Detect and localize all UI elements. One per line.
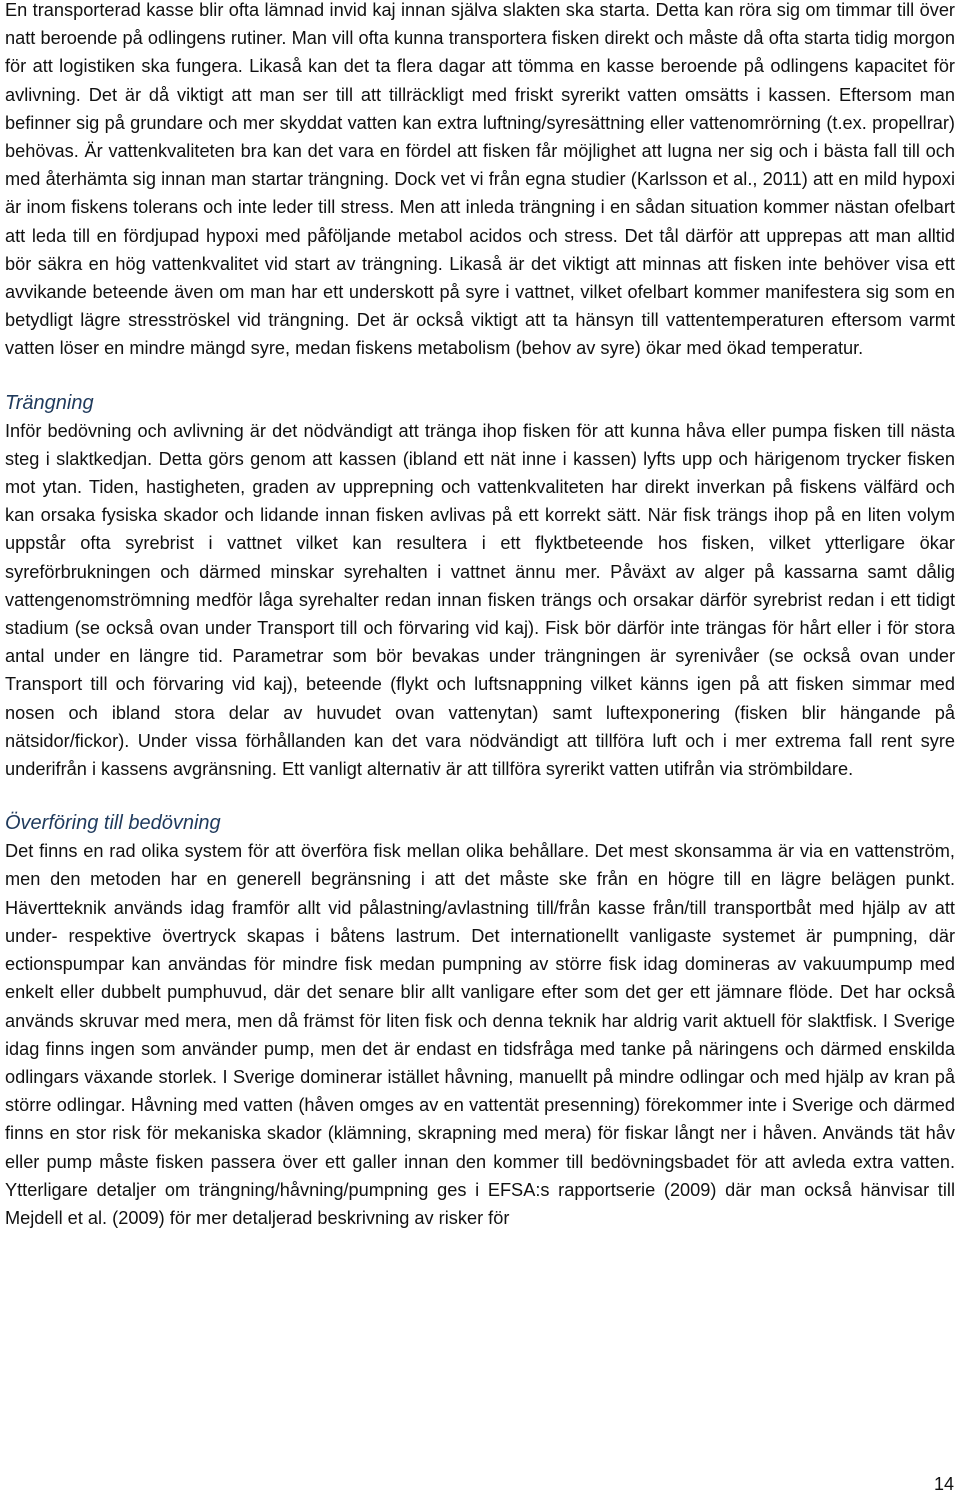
section-spacer xyxy=(5,783,955,809)
trangning-paragraph: Inför bedövning och avlivning är det nödvändigt att tränga ihop fisken för att kunna håva eller pumpa fisken till nästa steg i slaktkedjan. Detta görs genom att kassen (ibland ett nät inne i kassen) lyfts upp och härigenom trycker fisken mot ytan. Tiden, hastigheten, graden av upprepning och vattenkvaliteten har direkt inverkan på fiskens välfärd och kan orsaka fysiska skador och lidande innan fisken avlivas på ett korrekt sätt. När fisk trängs ihop på en liten volym uppstår ofta syrebrist i vattnet vilket kan resultera i ett flyktbeteende hos fisken, vilket ytterligare ökar syreförbrukningen och därmed minskar syrehalten i vattnet ännu mer. Påväxt av alger på kassarna samt dålig vattengenomströmning medför låga syrehalter redan innan fisken trängs och orsakar därför syrebrist redan i ett tidigt stadium (se också ovan under Transport till och förvaring vid kaj). Fisk bör därför inte trängas för hårt eller i för stora antal under en längre tid. Parametrar som bör bevakas under trängningen är syrenivåer (se också ovan under Transport till och förvaring vid kaj), beteende (flykt och luftsnappning vilket känns igen på att fisken simmar med nosen och ibland stora delar av huvudet ovan vattenytan) samt luftexponering (fisken blir hängande på nätsidor/fickor). Under vissa förhållanden kan det vara nödvändigt att tillföra luft och i mer extrema fall rent syre underifrån i kassens avgränsning. Ett vanligt alternativ är att tillföra syrerikt vatten utifrån via strömbildare. xyxy=(5,420,955,780)
overforing-paragraph: Det finns en rad olika system för att överföra fisk mellan olika behållare. Det mest skonsamma är via en vattenström, men den metoden har en generell begränsning i att det måste ske från en högre till en lägre belägen punkt. Hävertteknik används idag framför allt vid pålastning/avlastning till/från kasse från/till transportbåt med hjälp av att under- respektive övertryck skapas i båtens lastrum. Det internationellt vanligaste systemet är pumpning, där ectionspumpar kan användas för mindre fisk medan pumpning av större fisk idag domineras av vakuumpump med enkelt eller dubbelt pumphuvud, där det senare blir allt vanligare efter som det ger ett jämnare flöde. Det har också används skruvar med mera, men då främst för liten fisk och denna teknik har aldrig varit aktuell för slaktfisk. I Sverige idag finns ingen som använder pump, men det är endast en tidsfråga med tanke på näringens och därmed enskilda odlingars växande storlek. I Sverige dominerar istället håvning, manuellt på mindre odlingar och med hjälp av kran på större odlingar. Håvning med vatten (håven omges av en vattentät presenning) förekommer inte i Sverige och därmed finns en stor risk för mekaniska skador (klämning, skrapning med mera) för fiskar långt ner i håven. Används tät håv eller pump måste fisken passera över ett galler innan den kommer till bedövningsbadet för att avleda extra vatten. Ytterligare detaljer om trängning/håvning/pumpning ges i EFSA:s rapportserie (2009) där man också hänvisar till Mejdell et al. (2009) för mer detaljerad beskrivning av risker för xyxy=(5,841,955,1228)
intro-paragraph: En transporterad kasse blir ofta lämnad invid kaj innan själva slakten ska starta. Detta kan röra sig om timmar till över natt beroende på odlingens rutiner. Man vill ofta kunna transportera fisken direkt och måste då ofta starta tidig morgon för att logistiken ska fungera. Likaså kan det ta flera dagar att tömma en kasse beroende på odlingens kapacitet för avlivning. Det är då viktigt att man ser till att tillräckligt med friskt syrerikt vatten omsätts i kassen. Eftersom man befinner sig på grundare och mer skyddat vatten kan extra luftning/syresättning eller vattenomrörning (t.ex. propellrar) behövas. Är vattenkvaliteten bra kan det vara en fördel att fisken får möjlighet att lugna ner sig och i bästa fall till och med återhämta sig innan man startar trängning. Dock vet vi från egna studier (Karlsson et al., 2011) att en mild hypoxi är inom fiskens tolerans och inte leder till stress. Men att inleda trängning i en sådan situation kommer nästan ofelbart att leda till en fördjupad hypoxi med påföljande metabol acidos och stress. Det tål därför att upprepas att man alltid bör säkra en hög vattenkvalitet vid start av trängning. Likaså är det viktigt att minnas att fisken inte behöver visa ett avvikande beteende även om man har ett underskott på syre i vattnet, vilket ofelbart kommer manifestera sig som en betydligt lägre stresströskel vid trängning. Det är också viktigt att ta hänsyn till vattentemperaturen eftersom varmt vatten löser en mindre mängd syre, medan fiskens metabolism (behov av syre) ökar med ökad temperatur. xyxy=(5,0,955,359)
page-number: 14 xyxy=(933,1474,954,1494)
section-heading-trangning: Trängning xyxy=(5,391,94,414)
section-spacer xyxy=(5,363,955,389)
document-page xyxy=(5,0,955,1232)
section-heading-overforing: Överföring till bedövning xyxy=(5,812,221,835)
